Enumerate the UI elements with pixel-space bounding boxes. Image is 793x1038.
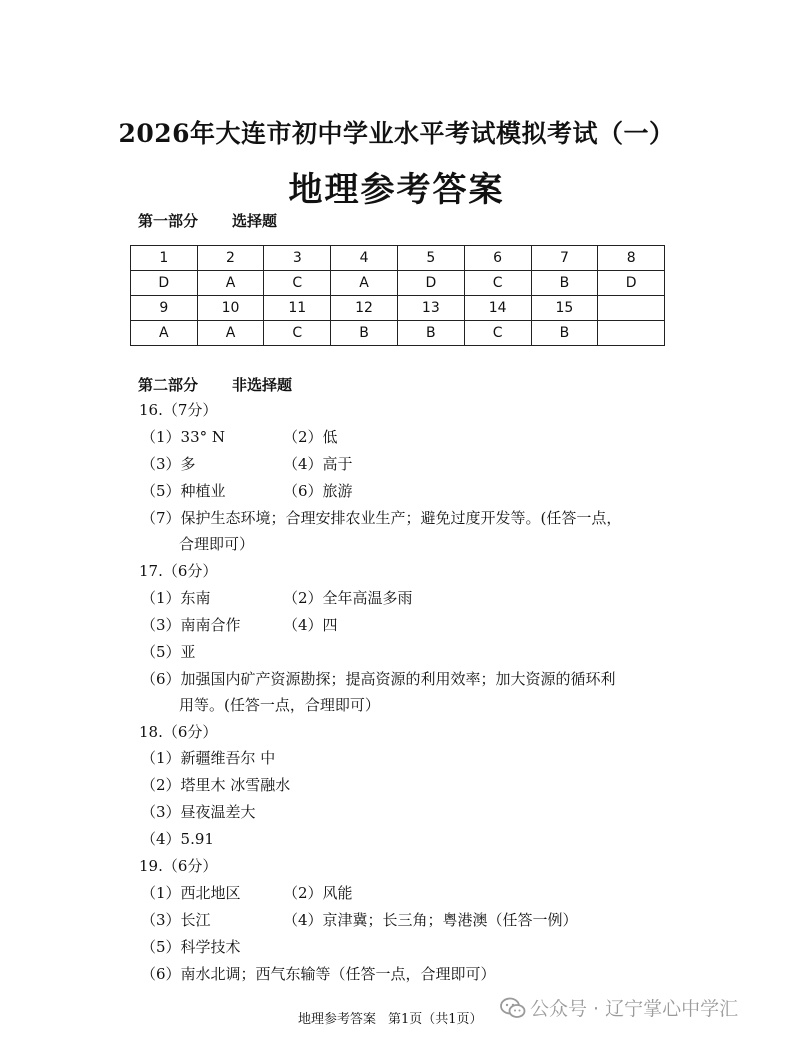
answer-cell: D	[598, 271, 665, 296]
watermark	[500, 994, 738, 1021]
question-number-cell: 13	[397, 296, 464, 321]
footer-doc-name: 地理参考答案	[298, 1012, 377, 1027]
q17-answer-6-cont: 用等。(任答一点，合理即可）	[179, 696, 380, 714]
answer-cell: B	[531, 271, 598, 296]
question-number-cell: 1	[131, 246, 198, 271]
question-number-cell: 15	[531, 296, 598, 321]
q17-heading: 17.（6分）	[139, 562, 218, 580]
q16-answer-5: （5）种植业	[141, 482, 226, 500]
q19-answer-5: （5）科学技术	[141, 938, 241, 956]
q19-answer-1: （1）西北地区	[141, 884, 241, 902]
q17-answer-4: （4）四	[283, 616, 338, 634]
answer-cell: C	[264, 321, 331, 346]
part2-label: 第二部分	[138, 376, 199, 394]
q18-heading: 18.（6分）	[139, 723, 218, 741]
q19-answer-4: （4）京津冀；长三角；粤港澳（任答一例）	[283, 911, 578, 929]
q16-answer-1: （1）33° N	[141, 428, 226, 446]
q18-answer-4: （4）5.91	[141, 830, 214, 848]
answer-cell: A	[197, 321, 264, 346]
answer-cell: B	[531, 321, 598, 346]
q16-heading: 16.（7分）	[139, 401, 218, 419]
q17-answer-1: （1）东南	[141, 589, 211, 607]
question-number-row	[131, 296, 665, 321]
part1-label: 第一部分	[138, 212, 199, 230]
q16-answer-7-cont: 合理即可）	[179, 535, 255, 553]
exam-title: 2026年大连市初中学业水平考试模拟考试（一）	[118, 119, 675, 148]
answer-cell: B	[397, 321, 464, 346]
question-number-cell: 11	[264, 296, 331, 321]
q19-answer-2: （2）风能	[283, 884, 353, 902]
answer-cell: C	[264, 271, 331, 296]
q16-answer-6: （6）旅游	[283, 482, 353, 500]
q17-answer-5: （5）亚	[141, 643, 196, 661]
answer-cell: A	[197, 271, 264, 296]
part1-name: 选择题	[232, 212, 278, 230]
q17-answer-6: （6）加强国内矿产资源勘探；提高资源的利用效率；加大资源的循环利	[141, 670, 616, 688]
answer-cell: D	[397, 271, 464, 296]
footer-page-number: 第1页（共1页）	[388, 1012, 483, 1027]
question-number-cell: 2	[197, 246, 264, 271]
q18-answer-2: （2）塔里木 冰雪融水	[141, 776, 291, 794]
question-number-cell: 9	[131, 296, 198, 321]
watermark-text: 公众号 · 辽宁掌心中学汇	[530, 998, 739, 1020]
q17-answer-2: （2）全年高温多雨	[283, 589, 413, 607]
part2-heading	[138, 374, 292, 395]
answer-cell: D	[131, 271, 198, 296]
answer-row	[131, 321, 665, 346]
question-number-cell: 10	[197, 296, 264, 321]
choice-answer-table	[130, 245, 665, 346]
q16-answer-3: （3）多	[141, 455, 196, 473]
q16-answer-7: （7）保护生态环境；合理安排农业生产；避免过度开发等。(任答一点，	[141, 509, 622, 527]
answer-key-title: 地理参考答案	[288, 170, 505, 210]
answer-cell: C	[464, 271, 531, 296]
answer-cell: B	[331, 321, 398, 346]
page-footer	[298, 1008, 483, 1027]
answer-cell: A	[131, 321, 198, 346]
question-number-cell: 8	[598, 246, 665, 271]
q16-answer-4: （4）高于	[283, 455, 353, 473]
question-number-cell: 6	[464, 246, 531, 271]
answer-cell	[598, 321, 665, 346]
part2-name: 非选择题	[232, 376, 293, 394]
question-number-row	[131, 246, 665, 271]
question-number-cell: 5	[397, 246, 464, 271]
q16-answer-2: （2）低	[283, 428, 338, 446]
q18-answer-3: （3）昼夜温差大	[141, 803, 256, 821]
question-number-cell: 12	[331, 296, 398, 321]
question-number-cell: 4	[331, 246, 398, 271]
question-number-cell	[598, 296, 665, 321]
q18-answer-1: （1）新疆维吾尔 中	[141, 749, 276, 767]
answer-row	[131, 271, 665, 296]
q19-answer-6: （6）南水北调；西气东输等（任答一点，合理即可）	[141, 965, 496, 983]
q19-heading: 19.（6分）	[139, 857, 218, 875]
q19-answer-3: （3）长江	[141, 911, 211, 929]
answer-cell: C	[464, 321, 531, 346]
q17-answer-3: （3）南南合作	[141, 616, 241, 634]
question-number-cell: 3	[264, 246, 331, 271]
part1-heading	[138, 210, 277, 231]
question-number-cell: 14	[464, 296, 531, 321]
answer-cell: A	[331, 271, 398, 296]
question-number-cell: 7	[531, 246, 598, 271]
wechat-icon	[500, 997, 526, 1019]
